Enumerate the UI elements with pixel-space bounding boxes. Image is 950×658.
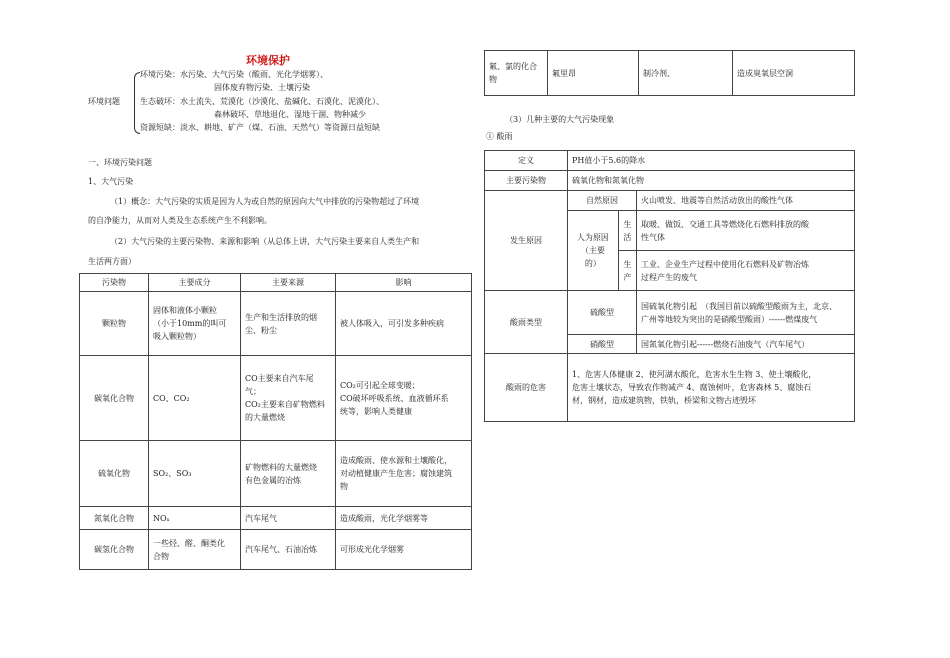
acid-rain-table: [484, 150, 855, 422]
subheading-acid-rain: ① 酸雨: [486, 132, 513, 141]
cell-comp: 一些烃、醛、酮类化 合物: [149, 530, 241, 570]
page-title: 环境保护: [246, 54, 290, 67]
cell-src: CO主要来自汽车尾 气； CO₂主要来自矿物燃料 的大量燃烧: [241, 356, 336, 441]
table-row: [80, 441, 472, 507]
freon-table: [484, 50, 855, 96]
table-row: [80, 292, 472, 356]
main-label: 主要污染物: [485, 171, 568, 191]
life-value: 取暖、做饭、交通工具等燃烧化石燃料排放的酸 性气体: [637, 211, 855, 251]
cell-comp: CO、CO₂: [149, 356, 241, 441]
outline-eco-2: 森林破坏、草地退化、湿地干涸、物种减少: [214, 110, 366, 119]
section-heading: 一、环境污染问题: [88, 158, 152, 167]
prod-value: 工业、企业生产过程中使用化石燃料及矿物冶炼 过程产生的废气: [637, 251, 855, 291]
cell-name: 碳氢化合物: [80, 530, 149, 570]
nitric-label: 硝酸型: [568, 335, 637, 354]
table-row: [485, 51, 855, 96]
table-row: [80, 530, 472, 570]
cell-eff: 被人体吸入，可引发多种疾病: [336, 292, 472, 356]
outline-resource: 资源短缺：淡水、耕地、矿产（煤、石油、天然气）等资源日益短缺: [140, 123, 380, 132]
cell-src: 矿物燃料的大量燃烧 有色金属的冶炼: [241, 441, 336, 507]
cell-use: 制冷剂、: [639, 51, 733, 96]
cell-effect: 造成臭氧层空洞: [733, 51, 855, 96]
cell-name: 碳氧化合物: [80, 356, 149, 441]
th-source: 主要来源: [241, 274, 336, 292]
th-pollutant: 污染物: [80, 274, 149, 292]
subheading-phenomena: （3）几种主要的大气污染现象: [505, 115, 615, 124]
cell-src: 汽车尾气、石油冶炼: [241, 530, 336, 570]
cell-name: 硫氧化物: [80, 441, 149, 507]
prod-label: 生 产: [618, 251, 636, 291]
outline-pollution: 环境污染：水污染、大气污染（酸雨、光化学烟雾）、: [140, 70, 328, 79]
sulfuric-value: 国硫氧化物引起 （我国目前以硫酸型酸雨为主，北京、 广州等地较为突出的是硝酸型酸雨）------燃煤废气: [637, 291, 855, 335]
cause-label: 发生原因: [485, 191, 568, 291]
cell-freon: 氟里昂: [548, 51, 639, 96]
type-label: 酸雨类型: [485, 291, 568, 354]
cell-eff: 可形成光化学烟雾: [336, 530, 472, 570]
human-label: 人为原因 （主要 的）: [568, 211, 619, 291]
cell-comp: SO₂、SO₃: [149, 441, 241, 507]
paragraph-sources: （2）大气污染的主要污染物、来源和影响（从总体上讲，大气污染主要来自人类生产和: [110, 237, 420, 246]
th-effect: 影响: [336, 274, 472, 292]
main-value: 硫氧化物和氮氧化物: [568, 171, 855, 191]
cell-compound: 氟、氯的化合 物: [485, 51, 548, 96]
natural-value: 火山喷发、地震等自然活动放出的酸性气体: [637, 191, 855, 211]
paragraph-sources-2: 生活两方面）: [88, 257, 136, 266]
def-label: 定义: [485, 151, 568, 171]
life-label: 生 活: [618, 211, 636, 251]
def-value: PH值小于5.6的降水: [568, 151, 855, 171]
cell-eff: CO₂可引起全球变暖； CO破坏呼吸系统、血液循环系 统等，影响人类健康: [336, 356, 472, 441]
paragraph-concept: （1）概念：大气污染的实质是因为人为或自然的原因向大气中排放的污染物超过了环境: [110, 197, 420, 206]
cell-eff: 造成酸雨、使水源和土壤酸化， 对动植健康产生危害；腐蚀建筑 物: [336, 441, 472, 507]
paragraph-concept-2: 的自净能力，从而对人类及生态系统产生不利影响。: [88, 216, 272, 225]
cell-comp: NOₓ: [149, 507, 241, 530]
cell-comp: 固体和液体小颗粒 （小于10mm的叫可 吸入颗粒物）: [149, 292, 241, 356]
outline-root: 环境问题: [88, 97, 120, 106]
cell-src: 生产和生活排放的烟 尘、粉尘: [241, 292, 336, 356]
natural-label: 自然原因: [568, 191, 637, 211]
cell-name: 颗粒物: [80, 292, 149, 356]
sulfuric-label: 硫酸型: [568, 291, 637, 335]
th-composition: 主要成分: [149, 274, 241, 292]
harm-label: 酸雨的危害: [485, 354, 568, 422]
outline-pollution-2: 固体废弃物污染、土壤污染: [214, 83, 310, 92]
harm-value: 1、危害人体健康 2、使河湖水酸化，危害水生生物 3、使土壤酸化， 危害土壤状态，导致农作物减产 4、腐蚀树叶，危害森林 5、腐蚀石 材，钢材，造成建筑物，铁轨，桥梁和文物古迹毁坏: [568, 354, 855, 422]
cell-src: 汽车尾气: [241, 507, 336, 530]
cell-eff: 造成酸雨，光化学烟雾等: [336, 507, 472, 530]
table-row: [80, 507, 472, 530]
pollutant-table: [79, 273, 472, 570]
subheading-air: 1、大气污染: [88, 177, 134, 186]
cell-name: 氮氧化合物: [80, 507, 149, 530]
table-row: [80, 356, 472, 441]
nitric-value: 国氮氧化物引起------燃烧石油废气（汽车尾气）: [637, 335, 855, 354]
outline-eco: 生态破坏：水土流失、荒漠化（沙漠化、盐碱化、石漠化、泥漠化）、: [140, 97, 384, 106]
